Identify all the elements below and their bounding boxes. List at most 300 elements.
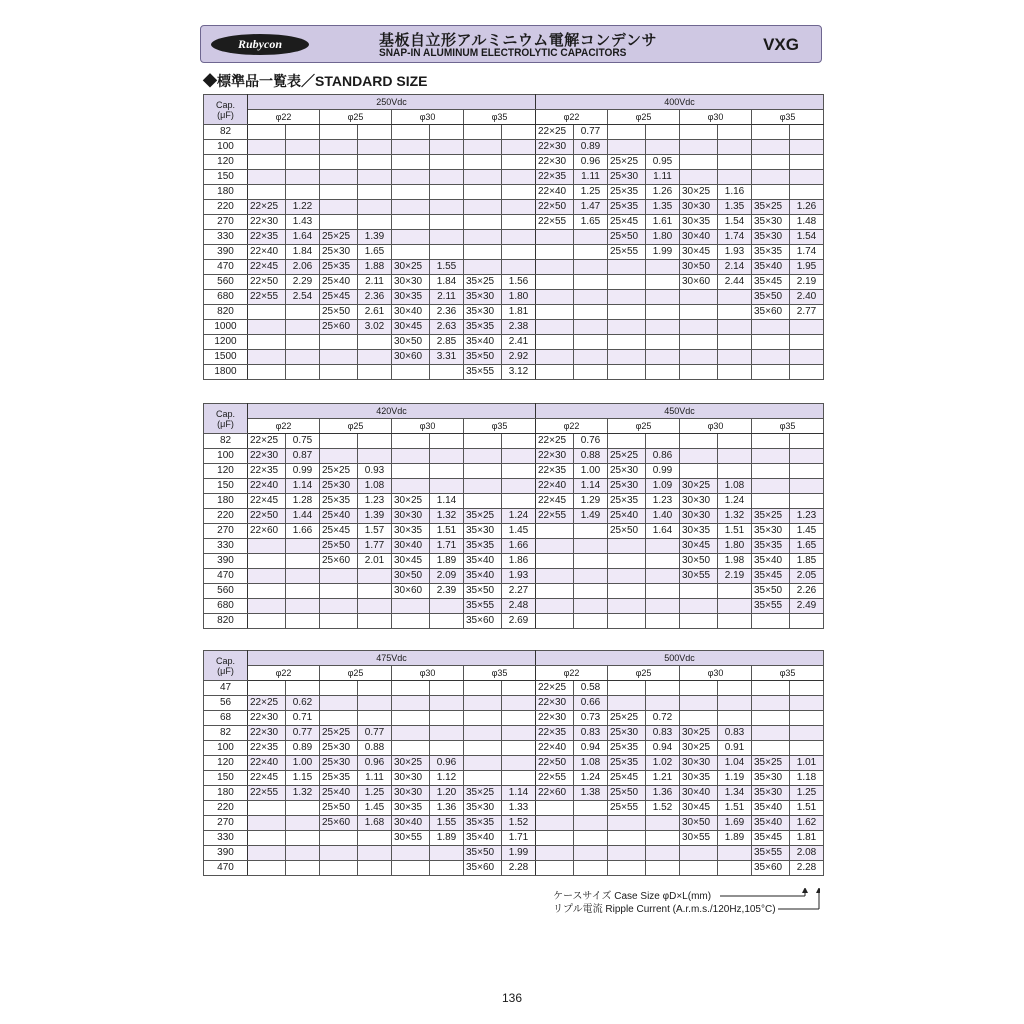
ripple-current-cell [430,479,464,494]
case-size-cell: 25×25 [608,711,646,726]
ripple-current-cell [430,464,464,479]
ripple-current-cell [502,681,536,696]
ripple-current-cell: 2.41 [502,335,536,350]
ripple-current-cell [646,599,680,614]
case-size-cell [536,831,574,846]
ripple-current-cell: 0.96 [358,756,392,771]
ripple-current-cell [358,200,392,215]
case-size-cell: 25×30 [608,726,646,741]
cap-label: Cap. [215,408,235,419]
ripple-current-cell [502,434,536,449]
case-size-cell [392,741,430,756]
ripple-current-cell: 1.55 [430,260,464,275]
ripple-current-cell: 0.62 [286,696,320,711]
ripple-current-cell [574,569,608,584]
ripple-current-cell: 1.39 [358,509,392,524]
case-size-cell [392,245,430,260]
table-row [204,756,824,771]
case-size-cell: 30×25 [392,756,430,771]
ripple-current-cell: 1.11 [574,170,608,185]
ripple-current-cell: 1.08 [718,479,752,494]
ripple-current-cell: 1.61 [646,215,680,230]
ripple-current-cell: 0.87 [286,449,320,464]
case-size-cell: 22×30 [536,711,574,726]
ripple-current-cell [718,846,752,861]
capacitance-cell: 390 [204,554,248,569]
case-size-cell: 30×30 [392,275,430,290]
table-row [204,125,824,140]
case-size-cell [536,260,574,275]
ripple-current-cell: 2.14 [718,260,752,275]
ripple-current-cell [430,245,464,260]
ripple-current-cell: 1.98 [718,554,752,569]
case-size-cell: 35×35 [464,320,502,335]
case-size-cell [536,245,574,260]
case-size-cell: 30×25 [680,185,718,200]
capacitance-cell: 100 [204,449,248,464]
ripple-current-cell: 1.04 [718,756,752,771]
case-size-cell [680,464,718,479]
table-row [204,140,824,155]
case-size-cell [248,584,286,599]
case-size-cell: 25×50 [608,230,646,245]
ripple-current-cell [790,170,824,185]
diameter-header: φ30 [392,419,464,434]
ripple-current-cell [574,599,608,614]
case-size-cell [464,170,502,185]
case-size-cell: 25×60 [320,554,358,569]
ripple-current-cell [790,185,824,200]
ripple-current-cell [574,831,608,846]
case-size-cell [320,696,358,711]
ripple-current-cell: 1.80 [718,539,752,554]
case-size-cell [752,494,790,509]
ripple-current-cell: 1.68 [358,816,392,831]
case-size-cell: 25×50 [608,524,646,539]
case-size-cell: 25×25 [608,155,646,170]
ripple-current-cell: 1.84 [430,275,464,290]
capacitance-cell: 560 [204,275,248,290]
case-size-cell: 35×40 [752,260,790,275]
ripple-current-cell [286,801,320,816]
case-size-cell [752,365,790,380]
case-size-cell [608,335,646,350]
case-size-cell [464,140,502,155]
case-size-cell [464,434,502,449]
case-size-cell [608,365,646,380]
ripple-current-cell [358,140,392,155]
case-size-cell: 25×25 [320,726,358,741]
ripple-current-cell: 1.23 [790,509,824,524]
case-size-cell [536,305,574,320]
case-size-cell [536,554,574,569]
ripple-current-cell [646,846,680,861]
case-size-cell [680,861,718,876]
cap-header [204,651,248,681]
capacitance-cell: 150 [204,771,248,786]
ripple-current-cell [646,320,680,335]
diameter-header: φ25 [320,419,392,434]
ripple-current-cell [718,464,752,479]
case-size-cell [608,846,646,861]
ripple-current-cell [358,335,392,350]
case-size-cell: 25×30 [608,170,646,185]
case-size-cell [248,320,286,335]
case-size-cell [752,449,790,464]
case-size-cell: 25×35 [608,200,646,215]
ripple-current-cell: 2.28 [502,861,536,876]
case-size-cell: 25×45 [320,524,358,539]
table-row [204,741,824,756]
case-size-cell: 22×60 [536,786,574,801]
ripple-current-cell: 1.38 [574,786,608,801]
ripple-current-cell: 1.80 [502,290,536,305]
case-size-cell [248,554,286,569]
case-size-cell: 22×35 [536,170,574,185]
ripple-current-cell [790,449,824,464]
ripple-current-cell [502,200,536,215]
case-size-cell [752,170,790,185]
table-row [204,494,824,509]
ripple-current-cell: 1.64 [646,524,680,539]
case-size-cell: 25×30 [608,479,646,494]
case-size-cell: 22×35 [248,741,286,756]
table-row [204,170,824,185]
ripple-current-cell [358,125,392,140]
ripple-current-cell [790,125,824,140]
case-size-cell: 25×50 [320,539,358,554]
cap-header [204,404,248,434]
ripple-current-cell: 1.25 [574,185,608,200]
ripple-current-cell: 1.26 [646,185,680,200]
capacitance-cell: 1200 [204,335,248,350]
ripple-current-cell [430,711,464,726]
case-size-cell [536,539,574,554]
table-row [204,771,824,786]
case-size-cell: 30×55 [392,831,430,846]
ripple-current-cell: 0.83 [718,726,752,741]
table-row [204,449,824,464]
case-size-cell [536,584,574,599]
case-size-cell: 30×55 [680,831,718,846]
diameter-header: φ30 [392,110,464,125]
ripple-current-cell [286,861,320,876]
capacitance-cell: 180 [204,786,248,801]
case-size-cell [608,831,646,846]
ripple-current-cell [790,614,824,629]
case-size-cell [248,125,286,140]
ripple-current-cell [574,846,608,861]
diameter-header: φ22 [248,666,320,681]
case-size-cell [536,275,574,290]
ripple-current-cell [358,449,392,464]
table-row [204,509,824,524]
case-size-cell: 22×45 [248,494,286,509]
case-size-cell: 25×40 [608,509,646,524]
ripple-current-cell: 2.09 [430,569,464,584]
ripple-current-cell [718,170,752,185]
case-size-cell [320,215,358,230]
ripple-current-cell [790,140,824,155]
capacitance-cell: 270 [204,816,248,831]
ripple-current-cell: 1.16 [718,185,752,200]
case-size-cell: 25×35 [608,185,646,200]
capacitance-cell: 470 [204,569,248,584]
ripple-current-cell: 2.06 [286,260,320,275]
diameter-header: φ35 [464,419,536,434]
ripple-current-cell [574,335,608,350]
case-size-cell: 22×30 [536,449,574,464]
case-size-cell [320,434,358,449]
case-size-cell: 22×25 [248,434,286,449]
ripple-current-cell [646,614,680,629]
legend-ripple-current: リプル電流 Ripple Current (A.r.m.s./120Hz,105°C) [553,904,776,915]
case-size-cell [608,305,646,320]
case-size-cell: 25×25 [320,464,358,479]
ripple-current-cell [358,569,392,584]
table-row [204,260,824,275]
case-size-cell: 22×45 [248,771,286,786]
ripple-current-cell: 2.36 [358,290,392,305]
ripple-current-cell [718,320,752,335]
case-size-cell [608,539,646,554]
case-size-cell [392,185,430,200]
case-size-cell: 22×60 [248,524,286,539]
ripple-current-cell: 2.92 [502,350,536,365]
ripple-current-cell: 2.39 [430,584,464,599]
ripple-current-cell [790,726,824,741]
ripple-current-cell [502,711,536,726]
ripple-current-cell: 0.91 [718,741,752,756]
case-size-cell [320,365,358,380]
case-size-cell: 30×40 [680,230,718,245]
case-size-cell: 22×30 [536,696,574,711]
case-size-cell [464,245,502,260]
ripple-current-cell [646,434,680,449]
capacitance-cell: 68 [204,711,248,726]
capacitance-cell: 390 [204,846,248,861]
ripple-current-cell [574,260,608,275]
case-size-cell [680,681,718,696]
ripple-current-cell [358,711,392,726]
ripple-current-cell: 1.54 [790,230,824,245]
voltage-header: 400Vdc [536,95,824,110]
ripple-current-cell: 2.28 [790,861,824,876]
case-size-cell: 35×30 [752,771,790,786]
case-size-cell [392,614,430,629]
case-size-cell: 30×25 [680,479,718,494]
ripple-current-cell [502,245,536,260]
case-size-cell [392,449,430,464]
case-size-cell: 25×30 [320,756,358,771]
case-size-cell [320,569,358,584]
ripple-current-cell: 1.14 [430,494,464,509]
case-size-cell: 22×30 [248,726,286,741]
case-size-cell [320,155,358,170]
ripple-current-cell: 1.89 [430,554,464,569]
ripple-current-cell [430,215,464,230]
table-row [204,726,824,741]
table-row [204,305,824,320]
ripple-current-cell [646,365,680,380]
case-size-cell: 25×25 [608,449,646,464]
case-size-cell: 22×25 [536,125,574,140]
ripple-current-cell: 2.85 [430,335,464,350]
ripple-current-cell [358,584,392,599]
ripple-current-cell: 0.96 [430,756,464,771]
ripple-current-cell: 2.19 [718,569,752,584]
table-row [204,786,824,801]
ripple-current-cell: 3.31 [430,350,464,365]
ripple-current-cell [790,479,824,494]
ripple-current-cell [646,260,680,275]
diameter-header: φ35 [752,666,824,681]
case-size-cell [752,320,790,335]
ripple-current-cell [430,140,464,155]
case-size-cell: 30×45 [680,245,718,260]
ripple-current-cell: 1.74 [718,230,752,245]
case-size-cell [320,185,358,200]
case-size-cell [320,846,358,861]
ripple-current-cell [574,230,608,245]
case-size-cell: 35×50 [464,846,502,861]
case-size-cell: 22×40 [248,479,286,494]
table-row [204,614,824,629]
ripple-current-cell [718,125,752,140]
ripple-current-cell: 2.29 [286,275,320,290]
ripple-current-cell [718,140,752,155]
ripple-current-cell: 1.08 [358,479,392,494]
ripple-current-cell: 0.66 [574,696,608,711]
ripple-current-cell [502,756,536,771]
case-size-cell: 30×40 [392,305,430,320]
ripple-current-cell [430,861,464,876]
ripple-current-cell [430,726,464,741]
case-size-cell: 22×50 [536,200,574,215]
ripple-current-cell [358,599,392,614]
ripple-current-cell: 1.64 [286,230,320,245]
ripple-current-cell [574,861,608,876]
case-size-cell: 22×45 [248,260,286,275]
case-size-cell: 22×30 [248,215,286,230]
ripple-current-cell: 1.65 [790,539,824,554]
ripple-current-cell [286,185,320,200]
ripple-current-cell: 0.76 [574,434,608,449]
ripple-current-cell [790,464,824,479]
diameter-header: φ30 [392,666,464,681]
ripple-current-cell [646,539,680,554]
case-size-cell [536,569,574,584]
ripple-current-cell: 1.23 [646,494,680,509]
table-row [204,215,824,230]
ripple-current-cell [358,614,392,629]
ripple-current-cell [574,305,608,320]
case-size-cell [752,434,790,449]
ripple-current-cell: 1.45 [790,524,824,539]
case-size-cell: 25×35 [608,756,646,771]
ripple-current-cell [430,449,464,464]
ripple-current-cell: 2.48 [502,599,536,614]
case-size-cell [680,584,718,599]
ripple-current-cell [646,350,680,365]
case-size-cell [320,140,358,155]
case-size-cell: 22×50 [248,509,286,524]
ripple-current-cell: 1.81 [790,831,824,846]
case-size-cell: 35×25 [752,200,790,215]
ripple-current-cell: 1.15 [286,771,320,786]
case-size-cell: 35×55 [752,846,790,861]
ripple-current-cell: 0.72 [646,711,680,726]
diameter-header: φ35 [464,666,536,681]
ripple-current-cell: 1.28 [286,494,320,509]
case-size-cell: 22×55 [536,509,574,524]
ripple-current-cell [718,681,752,696]
case-size-cell: 25×35 [608,494,646,509]
case-size-cell: 35×55 [752,599,790,614]
ripple-current-cell [286,846,320,861]
capacitance-cell: 270 [204,524,248,539]
case-size-cell [680,170,718,185]
ripple-current-cell: 1.34 [718,786,752,801]
case-size-cell: 30×40 [392,539,430,554]
case-size-cell: 35×55 [464,365,502,380]
case-size-cell: 30×30 [680,756,718,771]
case-size-cell [320,125,358,140]
ripple-current-cell: 1.33 [502,801,536,816]
case-size-cell: 25×60 [320,816,358,831]
ripple-current-cell: 1.11 [646,170,680,185]
diameter-header: φ22 [248,419,320,434]
case-size-cell [392,479,430,494]
case-size-cell [392,434,430,449]
case-size-cell [536,350,574,365]
ripple-current-cell [286,599,320,614]
case-size-cell: 30×50 [680,554,718,569]
ripple-current-cell [646,569,680,584]
ripple-current-cell: 1.80 [646,230,680,245]
case-size-cell [680,335,718,350]
ripple-current-cell: 0.99 [286,464,320,479]
ripple-current-cell [286,140,320,155]
case-size-cell [608,125,646,140]
diameter-header: φ30 [680,110,752,125]
case-size-cell: 25×45 [608,771,646,786]
case-size-cell: 25×30 [320,741,358,756]
capacitance-cell: 56 [204,696,248,711]
ripple-current-cell: 1.99 [502,846,536,861]
case-size-cell [752,125,790,140]
ripple-current-cell: 0.99 [646,464,680,479]
ripple-current-cell: 2.38 [502,320,536,335]
case-size-cell [680,599,718,614]
case-size-cell [248,846,286,861]
ripple-current-cell [790,335,824,350]
ripple-current-cell [430,681,464,696]
ripple-current-cell [430,170,464,185]
case-size-cell [464,200,502,215]
ripple-current-cell [286,569,320,584]
table-row [204,479,824,494]
ripple-current-cell: 2.26 [790,584,824,599]
case-size-cell [608,584,646,599]
ripple-current-cell [430,846,464,861]
ripple-current-cell: 1.14 [286,479,320,494]
ripple-current-cell: 1.20 [430,786,464,801]
case-size-cell: 30×40 [680,786,718,801]
case-size-cell: 25×30 [320,479,358,494]
case-size-cell: 25×35 [320,771,358,786]
case-size-cell: 25×50 [320,305,358,320]
